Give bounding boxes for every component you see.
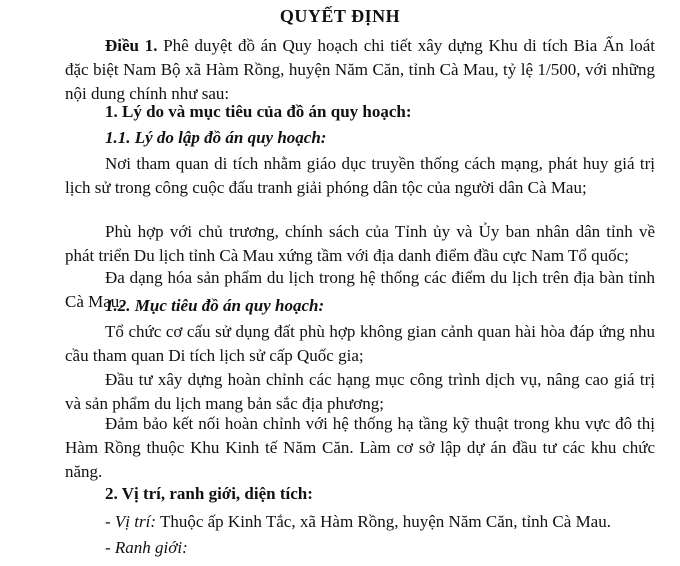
article-label: Điều 1. <box>105 36 158 55</box>
goal-paragraph-1: Tổ chức cơ cấu sử dụng đất phù hợp không gian cảnh quan hài hòa đáp ứng nhu cầu tham quan Di tích lịch sử cấp Quốc gia; <box>65 322 655 365</box>
location-line <box>65 510 655 534</box>
goal-paragraph-3: Đảm bảo kết nối hoàn chỉnh với hệ thống hạ tầng kỹ thuật trong khu vực đô thị Hàm Rồng thuộc Khu Kinh tế Năm Căn. Làm cơ sở lập dự án đầu tư các khu chức năng. <box>65 414 655 481</box>
goal-paragraph-2: Đầu tư xây dựng hoàn chỉnh các hạng mục công trình dịch vụ, nâng cao giá trị và sản phẩm du lịch mang bản sắc địa phương; <box>65 370 655 413</box>
location-label: - Vị trí: <box>105 512 156 531</box>
section-2-heading: 2. Vị trí, ranh giới, diện tích: <box>105 484 313 503</box>
reason-paragraph-2: Phù hợp với chủ trương, chính sách của Tỉnh ủy và Ủy ban nhân dân tỉnh về phát triển Du lịch tỉnh Cà Mau xứng tầm với địa danh điểm đầu cực Nam Tổ quốc; <box>65 222 655 265</box>
reason-paragraph-1: Nơi tham quan di tích nhằm giáo dục truyền thống cách mạng, phát huy giá trị lịch sử trong công cuộc đấu tranh giải phóng dân tộc của người dân Cà Mau; <box>65 154 655 197</box>
section-1-heading: 1. Lý do và mục tiêu của đồ án quy hoạch: <box>105 102 412 121</box>
location-text: Thuộc ấp Kinh Tắc, xã Hàm Rồng, huyện Năm Căn, tỉnh Cà Mau. <box>156 512 611 531</box>
boundary-line: - Ranh giới: <box>105 538 188 557</box>
subsection-1-1-heading: 1.1. Lý do lập đồ án quy hoạch: <box>105 128 327 147</box>
reason-paragraph-3: Đa dạng hóa sản phẩm du lịch trong hệ thống các điểm du lịch trên địa bàn tỉnh Cà Mau. <box>65 268 655 311</box>
article-text: Phê duyệt đồ án Quy hoạch chi tiết xây dựng Khu di tích Bia Ấn loát đặc biệt Nam Bộ xã Hàm Rồng, huyện Năm Căn, tỉnh Cà Mau, tỷ lệ 1/500, với những nội dung chính như sau: <box>65 36 655 103</box>
document-title: QUYẾT ĐỊNH <box>279 6 401 26</box>
subsection-1-2-heading: 1.2. Mục tiêu đồ án quy hoạch: <box>105 296 325 315</box>
article-1-paragraph <box>65 34 655 106</box>
